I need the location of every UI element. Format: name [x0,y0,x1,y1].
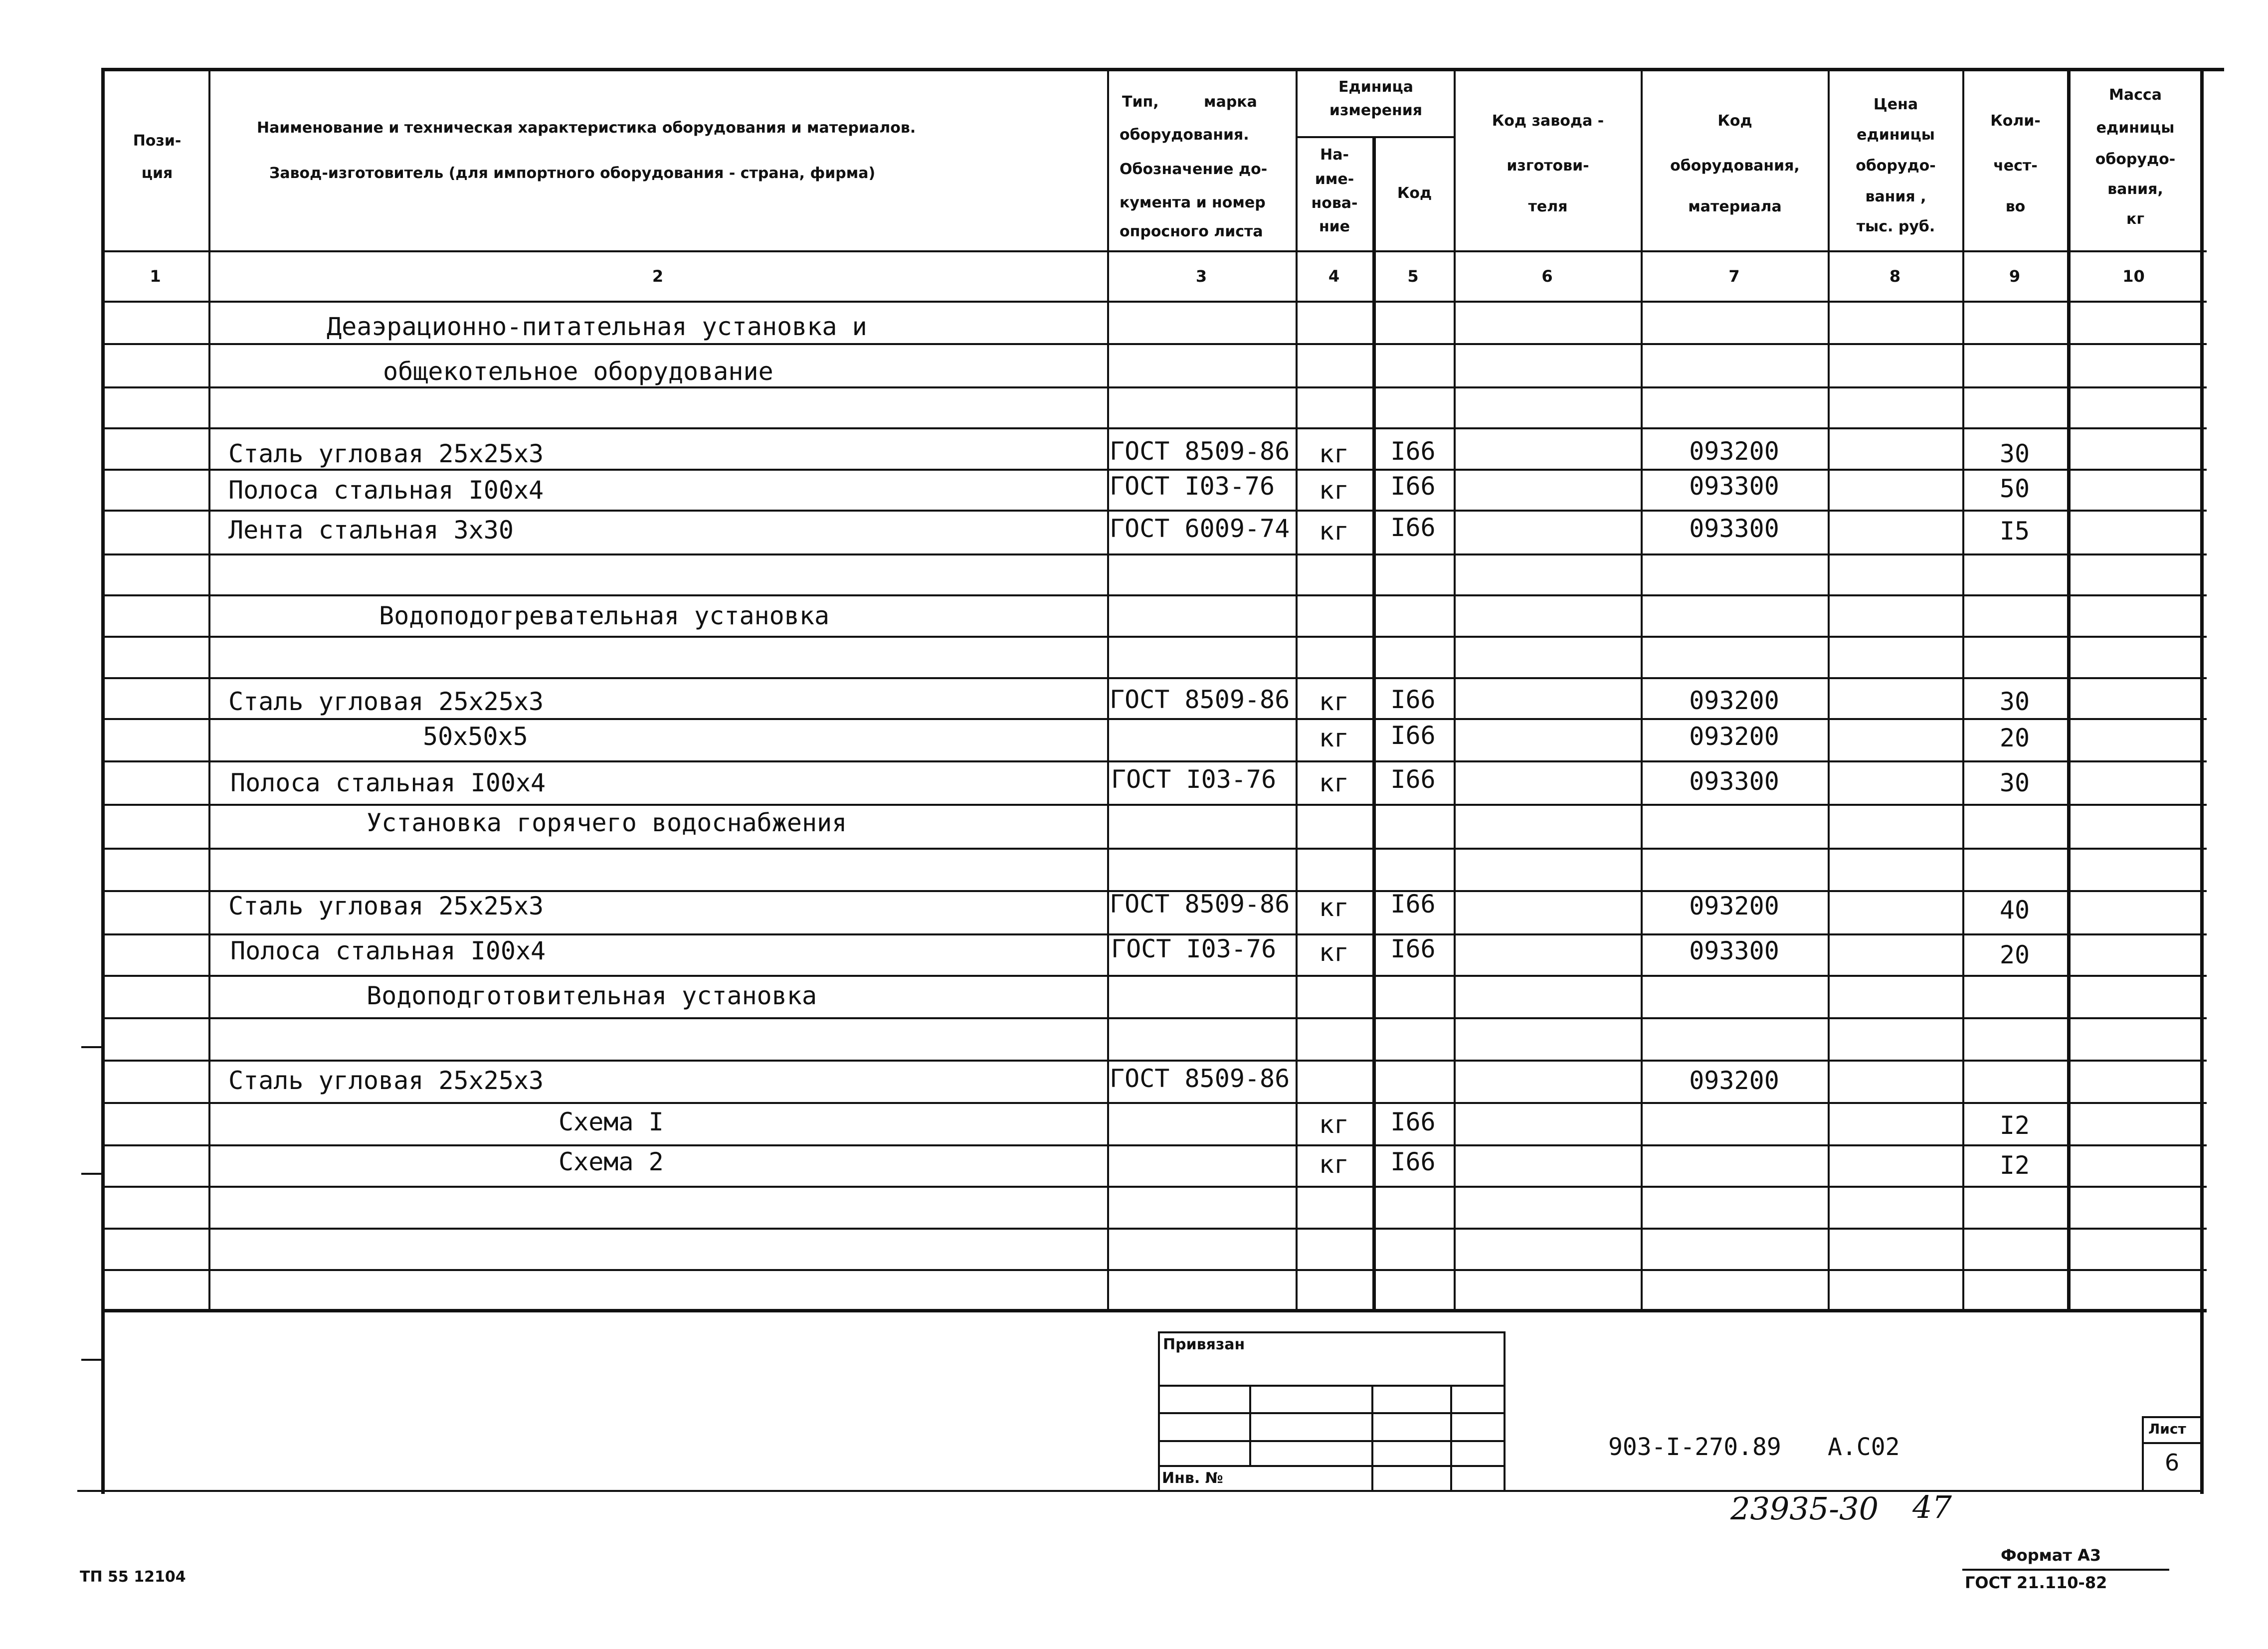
item-unit-code: I66 [1390,513,1436,542]
header-col10-line2: единицы [2096,119,2175,137]
stamp-box-line [1504,1331,1506,1491]
item-doc: ГОСТ 8509-86 [1110,685,1290,714]
item-name: Сталь угловая 25х25х3 [228,687,544,716]
item-code: 093200 [1689,686,1779,715]
item-qty: 20 [1999,724,2030,752]
header-col10-line5: кг [2126,210,2145,228]
row-line [102,718,2207,720]
edge-tick [81,1173,104,1175]
header-col6-line1: Код завода - [1492,112,1604,130]
handwritten-archive-number: 23935-30 [1730,1490,1879,1527]
item-unit-code: I66 [1390,1147,1436,1176]
item-doc: ГОСТ 8509-86 [1110,1064,1290,1093]
item-code: 093300 [1689,472,1779,501]
header-col6-line3: теля [1528,198,1568,215]
column-number: 2 [652,267,664,286]
document-designation: 903-I-270.89 [1608,1433,1781,1461]
header-col9-line2: чест- [1993,157,2038,175]
col-line-7 [1828,68,1830,1310]
header-col2-line1: Наименование и техническая характеристика оборудования и материалов. [257,119,916,137]
item-qty: 30 [1999,687,2030,716]
sheet-number: 6 [2164,1449,2180,1476]
row-line [102,975,2207,977]
item-name: Полоса стальная I00х4 [230,768,546,797]
item-unit: кг [1319,517,1349,546]
header-col8-line4: вания , [1865,188,1926,205]
column-number: 7 [1728,267,1740,286]
section-title: Водоподогревательная установка [379,601,830,630]
stamp-box-line [1158,1331,1505,1333]
stamp-box-line [1371,1385,1373,1491]
header-col2-line2: Завод-изготовитель (для импортного оборудования - страна, фирма) [269,165,876,182]
edge-tick [81,1046,104,1048]
row-line [102,343,2207,345]
col-line-9 [2067,68,2071,1310]
header-unit-group-line2: измерения [1329,102,1423,119]
header-col7-line2: оборудования, [1670,157,1800,175]
row-line [102,1186,2207,1188]
column-number: 4 [1328,267,1340,286]
header-bottom-line [102,250,2207,252]
row-line [102,1269,2207,1271]
item-code: 093200 [1689,892,1779,920]
header-unit-group-line1: Единица [1338,78,1413,96]
column-number: 1 [150,267,161,286]
row-line [102,594,2207,596]
number-row-bottom-line [102,301,2207,303]
column-number: 8 [1889,267,1901,286]
header-col3-line2: оборудования. [1120,126,1249,144]
column-number: 6 [1541,267,1553,286]
row-line [102,510,2207,512]
row-line [102,1102,2207,1104]
item-unit: кг [1319,687,1349,716]
stamp-bottom-line [77,1490,2203,1492]
row-line [102,427,2207,429]
item-code: 093200 [1689,1066,1779,1095]
header-col4-line2: име- [1315,171,1354,188]
section-title: Водоподготовительная установка [367,981,817,1010]
item-unit: кг [1319,1150,1349,1179]
item-qty: 20 [1999,940,2030,969]
header-col9-line1: Коли- [1990,112,2041,130]
item-code: 093200 [1689,722,1779,751]
item-qty: 40 [1999,896,2030,924]
header-col1-line2: ция [141,165,173,182]
header-col10-line1: Масса [2109,86,2162,104]
sheet-label: Лист [2148,1421,2186,1437]
header-col3-line5: опросного листа [1120,223,1263,240]
section-title: Деаэрационно-питательная установка и [327,312,867,341]
column-number: 9 [2009,267,2021,286]
handwritten-page-number: 47 [1912,1489,1952,1525]
header-col7-line1: Код [1717,112,1752,130]
column-number: 3 [1195,267,1207,286]
header-col6-line2: изготови- [1507,157,1589,175]
header-col8-line2: единицы [1857,126,1935,144]
item-name: Полоса стальная I00х4 [230,936,546,965]
stamp-box-line [1158,1465,1505,1467]
section-title: Установка горячего водоснабжения [367,808,847,837]
row-line [102,804,2207,806]
header-col7-line3: материала [1688,198,1782,215]
item-unit: кг [1319,1110,1349,1139]
item-qty: I2 [1999,1151,2030,1180]
header-col8-line1: Цена [1873,96,1918,113]
stamp-box-line [1158,1440,1505,1442]
item-name: Сталь угловая 25х25х3 [228,1066,544,1095]
stamp-inv-label: Инв. № [1162,1469,1223,1487]
item-code: 093300 [1689,936,1779,965]
header-col3-line1: Тип, марка [1122,93,1257,111]
row-line [102,1017,2207,1019]
item-code: 093200 [1689,437,1779,466]
table-top-border [102,68,2224,71]
item-unit-code: I66 [1390,890,1436,918]
header-col8-line5: тыс. руб. [1856,218,1935,235]
column-number: 5 [1407,267,1419,286]
item-qty: 30 [1999,439,2030,468]
col-line-5 [1454,68,1456,1310]
item-unit: кг [1319,893,1349,922]
item-unit: кг [1319,724,1349,752]
header-col4-line1: На- [1320,146,1349,164]
item-unit-code: I66 [1390,1107,1436,1136]
row-line [102,1144,2207,1146]
item-unit: кг [1319,439,1349,468]
item-doc: ГОСТ I03-76 [1110,472,1275,501]
row-line [102,677,2207,679]
header-col4-line4: ние [1319,218,1350,235]
stamp-box-line [1249,1385,1251,1465]
album-code: А.С02 [1828,1433,1900,1461]
column-number: 10 [2122,267,2145,286]
footer-format: Формат А3 [2001,1546,2101,1565]
item-unit-code: I66 [1390,437,1436,466]
item-unit: кг [1319,938,1349,967]
table-right-border [2200,68,2204,1494]
item-unit-code: I66 [1390,721,1436,750]
section-title: общекотельное оборудование [383,357,773,386]
item-name: Схема I [559,1107,664,1136]
row-line [102,386,2207,388]
row-line [102,760,2207,762]
row-line [102,1060,2207,1062]
item-doc: ГОСТ I03-76 [1111,765,1277,794]
table-bottom-border [102,1309,2207,1312]
header-col9-line3: во [2005,198,2026,215]
stamp-box-line [1158,1385,1505,1387]
header-col10-line3: оборудо- [2095,151,2176,168]
item-code: 093300 [1689,514,1779,543]
col-line-1 [208,68,210,1310]
stamp-box-line [1450,1385,1452,1491]
item-name: Сталь угловая 25х25х3 [228,439,544,468]
item-unit: кг [1319,476,1349,505]
header-col3-line4: кумента и номер [1120,194,1266,211]
footer-left-code: ТП 55 12104 [80,1568,186,1586]
row-line [102,1228,2207,1230]
sheet-box-line [2142,1416,2202,1418]
row-line [102,553,2207,555]
footer-rule [1962,1569,2169,1571]
item-unit: кг [1319,768,1349,797]
header-col1-line1: Пози- [133,132,182,150]
item-qty: I5 [1999,517,2030,546]
item-unit-code: I66 [1390,765,1436,794]
item-name: 50х50х5 [423,722,528,751]
item-name: Полоса стальная I00х4 [228,476,544,505]
stamp-box-line [1158,1331,1160,1491]
header-col8-line3: оборудо- [1856,157,1936,175]
item-unit-code: I66 [1390,472,1436,501]
item-unit-code: I66 [1390,685,1436,714]
item-name: Лента стальная 3х30 [228,516,514,545]
item-code: 093300 [1689,767,1779,796]
header-col3-line3: Обозначение до- [1120,161,1268,178]
item-doc: ГОСТ I03-76 [1111,934,1277,963]
item-doc: ГОСТ 8509-86 [1110,890,1290,918]
footer-gost: ГОСТ 21.110-82 [1965,1573,2107,1592]
item-doc: ГОСТ 8509-86 [1110,437,1290,466]
row-line [102,469,2207,471]
row-line [102,636,2207,638]
row-line [102,848,2207,850]
edge-tick [81,1359,104,1361]
item-qty: I2 [1999,1111,2030,1140]
stamp-box-line [1158,1412,1505,1414]
item-qty: 30 [1999,768,2030,797]
item-doc: ГОСТ 6009-74 [1110,514,1290,543]
item-unit-code: I66 [1390,934,1436,963]
stamp-attached-label: Привязан [1163,1336,1245,1353]
sheet-box-line [2142,1442,2202,1444]
header-col5: Код [1397,184,1432,202]
item-name: Сталь угловая 25х25х3 [228,892,544,920]
header-col4-line3: нова- [1311,194,1358,212]
item-name: Схема 2 [559,1147,664,1176]
header-col10-line4: вания, [2107,181,2163,198]
item-qty: 50 [1999,474,2030,503]
col-line-2 [1107,68,1109,1310]
